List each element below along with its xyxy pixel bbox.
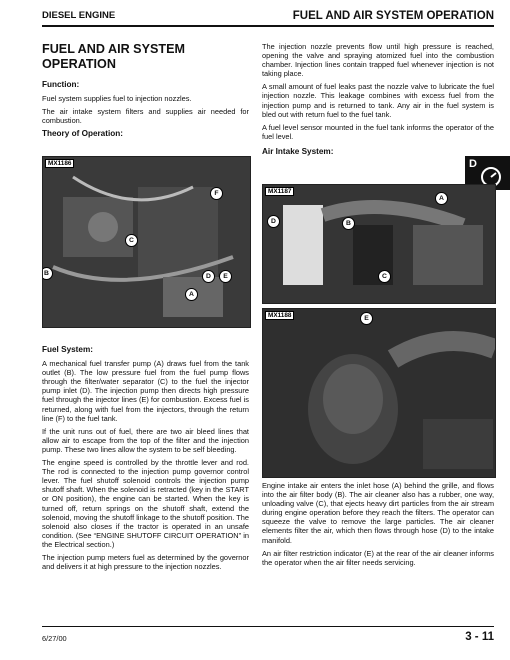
callout-b: B (42, 267, 53, 280)
fuel-paragraph-1: A mechanical fuel transfer pump (A) draws fuel from the tank outlet (B). The low pressure fuel from the fuel pump flows through the filter/water separator (C) to the fuel the injector pump inlet (D). The injection pump then directs high pressure fuel through the injector lines (E) for combustion. Excess fuel is returned, along with fuel from the injectors, through the return line (F) to the fuel tank. (42, 359, 249, 423)
nozzle-paragraph: The injection nozzle prevents flow until high pressure is reached, opening the valve and spraying atomized fuel into the combustion chamber. Injection lines contain trapped fuel whenever injection is not taking place. (262, 42, 494, 79)
header-rule (42, 25, 494, 27)
air-intake-paragraph-2: An air filter restriction indicator (E) at the rear of the air cleaner informs the operator when the air filter needs servicing. (262, 548, 494, 567)
callout-a: A (185, 288, 198, 301)
right-column-bottom (262, 481, 494, 571)
fuel-sensor-paragraph: A fuel level sensor mounted in the fuel tank informs the operator of the fuel level. (262, 122, 494, 141)
left-column-bottom (42, 343, 249, 575)
callout-f: F (210, 187, 223, 200)
callout-a: A (435, 192, 448, 205)
page-number: 3 - 11 (465, 631, 494, 643)
theory-heading: Theory of Operation: (42, 129, 123, 139)
air-filter-illustration (263, 309, 495, 477)
callout-c: C (378, 270, 391, 283)
air-intake-heading: Air Intake System: (262, 146, 334, 156)
fuel-paragraph-4: The injection pump meters fuel as determined by the governor and delivers it at high pressure to the injection nozzles. (42, 552, 249, 572)
engine-fuel-system-photo (42, 156, 251, 328)
function-heading: Function: (42, 80, 80, 89)
function-paragraph-1: Fuel system supplies fuel to injection nozzles. (42, 94, 192, 104)
footer-rule (42, 626, 494, 627)
figure-tag: MX1187 (265, 187, 294, 196)
callout-d: D (267, 215, 280, 228)
fuel-paragraph-2: If the unit runs out of fuel, there are two air bleed lines that allow air to escape from the top of the filter and the injection pump. These two lines allow the system to be self bleeding. (42, 426, 249, 454)
fuel-paragraph-3: The engine speed is controlled by the throttle lever and rod. The rod is connected to the injection pump governor control lever. The fuel shutoff solenoid controls the injection pump shutoff shaft. When the solenoid is retracted (key in the START or ON position), the engine can be started. When the key is turned off, return springs on the shutoff shaft, extend the solenoid, moving the shutoff linkage to the shutoff position. The solenoid also closes if the tractor is operated in an unsafe condition. (See “ENGINE SHUTOFF CIRCUIT OPERATION” in the Electrical section.) (42, 458, 249, 549)
function-paragraph-2: The air intake system filters and supplies air needed for combustion. (42, 107, 249, 126)
figure-tag: MX1186 (45, 159, 74, 168)
callout-c: C (125, 234, 138, 247)
callout-e: E (219, 270, 232, 283)
engine-photo-illustration (43, 157, 250, 327)
air-intake-illustration (263, 185, 495, 303)
callout-e: E (360, 312, 373, 325)
right-column-top (262, 42, 494, 161)
air-intake-paragraph-1: Engine intake air enters the inlet hose (A) behind the grille, and flows into the air filter body (B). The air cleaner also has a rubber, one way, unloading valve (C), that ejects heavy dirt particles from the air stream during engine operation before they reach the filters. The operator can squeeze the valve to remove the large particles. The air cleaner elements filter the air, which then flows through hose (D) to the intake manifold. (262, 481, 494, 545)
section-tab-letter: D (469, 158, 477, 170)
footer-date: 6/27/00 (42, 634, 67, 643)
page-title: FUEL AND AIR SYSTEM OPERATION (42, 42, 185, 71)
running-header-left: DIESEL ENGINE (42, 10, 116, 21)
left-column-top (42, 42, 249, 143)
fuel-system-heading: Fuel System: (42, 345, 93, 354)
leakage-paragraph: A small amount of fuel leaks past the nozzle valve to lubricate the fuel injection nozzle. This leakage combines with excess fuel from the injection pump and is returned to tank. Any air in the fuel system is bled out with return fuel to the fuel tank. (262, 82, 494, 119)
air-filter-indicator-photo (262, 308, 496, 478)
callout-b: B (342, 217, 355, 230)
callout-d: D (202, 270, 215, 283)
running-header-right: FUEL AND AIR SYSTEM OPERATION (292, 10, 494, 22)
air-intake-photo (262, 184, 496, 304)
figure-tag: MX1188 (265, 311, 294, 320)
